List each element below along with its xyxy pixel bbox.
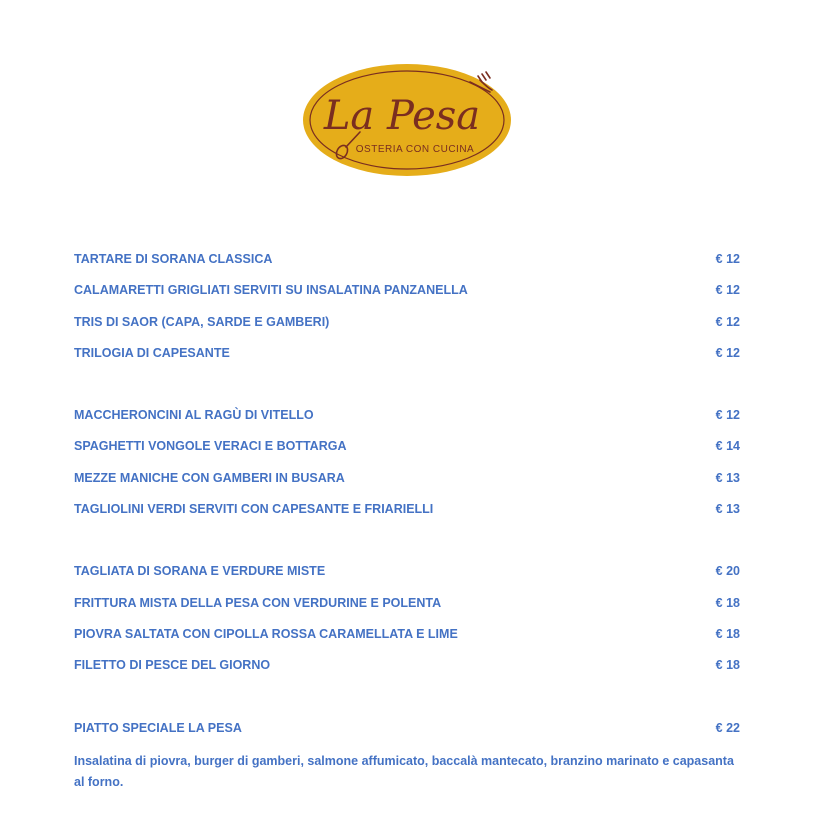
menu-item-price: € 13 [715,502,740,517]
menu-item [74,471,740,502]
menu-item-name: TRILOGIA DI CAPESANTE [74,345,230,360]
menu-item [74,346,740,377]
menu-item [74,564,740,595]
menu-item [74,283,740,314]
menu-item-name: SPAGHETTI VONGOLE VERACI E BOTTARGA [74,439,347,454]
menu-item-price: € 22 [715,720,740,735]
menu-item-name: PIOVRA SALTATA CON CIPOLLA ROSSA CARAMELLATA E LIME [74,626,458,641]
menu-item-name: TRIS DI SAOR (CAPA, SARDE E GAMBERI) [74,314,330,329]
menu-item-name: MACCHERONCINI AL RAGÙ DI VITELLO [74,408,314,423]
restaurant-logo [302,62,516,178]
menu-item-name: MEZZE MANICHE CON GAMBERI IN BUSARA [74,470,345,485]
menu-item [74,658,740,689]
menu-item-price: € 14 [715,439,740,454]
menu-item-name: TAGLIOLINI VERDI SERVITI CON CAPESANTE E FRIARIELLI [74,502,434,517]
menu-item-price: € 12 [715,345,740,360]
section-spacer [74,690,740,721]
menu-item-name: TAGLIATA DI SORANA E VERDURE MISTE [74,564,326,579]
menu-item [74,408,740,439]
section-spacer [74,533,740,564]
menu-item-price: € 18 [715,626,740,641]
menu-item [74,439,740,470]
menu-item-description: Insalatina di piovra, burger di gamberi, salmone affumicato, baccalà mantecato, branzino marinato e capasanta al forno. [74,753,734,789]
menu-item [74,315,740,346]
menu-item-price: € 12 [715,283,740,298]
menu-item-name: FRITTURA MISTA DELLA PESA CON VERDURINE E POLENTA [74,595,442,610]
menu-item [74,721,740,752]
menu-item [74,502,740,533]
menu-item [74,596,740,627]
menu-item-name: CALAMARETTI GRIGLIATI SERVITI SU INSALATINA PANZANELLA [74,283,468,298]
menu-item-name: FILETTO DI PESCE DEL GIORNO [74,658,271,673]
menu-item-price: € 20 [715,564,740,579]
menu-item-price: € 13 [715,470,740,485]
menu-item-price: € 18 [715,658,740,673]
logo-name: La Pesa [323,93,481,139]
menu-item-price: € 12 [715,314,740,329]
menu-list [74,252,740,793]
logo-tagline: OSTERIA CON CUCINA [355,144,475,155]
section-spacer [74,377,740,408]
menu-item [74,627,740,658]
menu-item-name: TARTARE DI SORANA CLASSICA [74,252,273,266]
menu-item-name: PIATTO SPECIALE LA PESA [74,720,242,735]
menu-item [74,252,740,283]
menu-item-price: € 12 [715,252,740,266]
menu-item-price: € 12 [715,408,740,423]
menu-item-price: € 18 [715,595,740,610]
